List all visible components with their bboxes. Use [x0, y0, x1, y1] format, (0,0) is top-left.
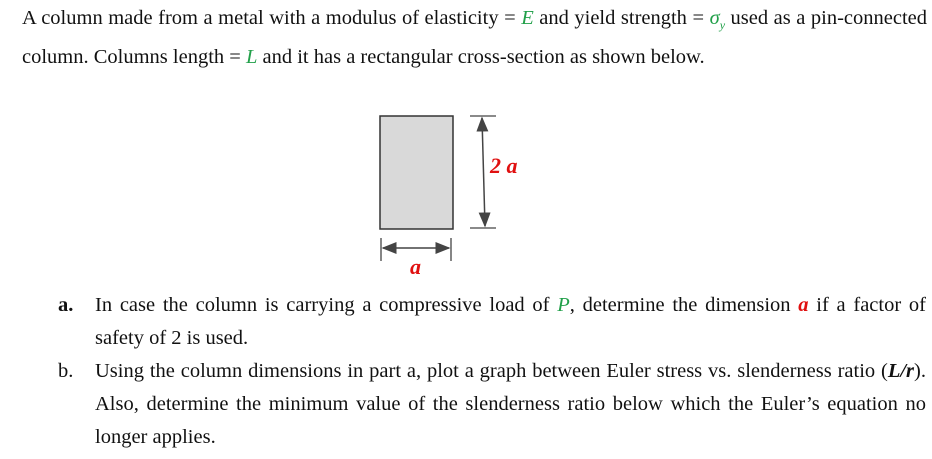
question-b: b. Using the column dimensions in part a, plot a graph between Euler stress vs. slenderness ratio (L/r). Also, determine the minimum value of the slenderness ratio below which the Euler’s equation no longer applies.	[58, 355, 926, 454]
height-dimension-arrow	[482, 118, 485, 226]
cross-section-rectangle	[380, 116, 453, 229]
item-label: a.	[58, 294, 74, 316]
symbol-P: P	[557, 294, 570, 316]
question-list	[58, 289, 926, 454]
symbol-L: L	[245, 46, 258, 69]
intro-text: used as a pin-connected column. Columns length =	[22, 7, 927, 69]
question-a: a. In case the column is carrying a compressive load of P, determine the dimension a if a factor of safety of 2 is used.	[58, 289, 926, 355]
height-label: 2 a	[490, 153, 518, 178]
symbol-E: E	[521, 7, 534, 29]
symbol-sigma-y: $\sigma_y$	[709, 7, 726, 33]
symbol-L-over-r: L/r	[887, 360, 915, 382]
intro-text: and yield strength =	[533, 7, 710, 29]
intro-text: A column made from a metal with a modulus of elasticity =	[22, 7, 522, 29]
intro-text: and it has a rectangular cross-section as shown below.	[257, 46, 705, 69]
item-label: b.	[58, 360, 74, 382]
width-label: a	[410, 254, 421, 279]
symbol-a: a	[798, 294, 809, 316]
